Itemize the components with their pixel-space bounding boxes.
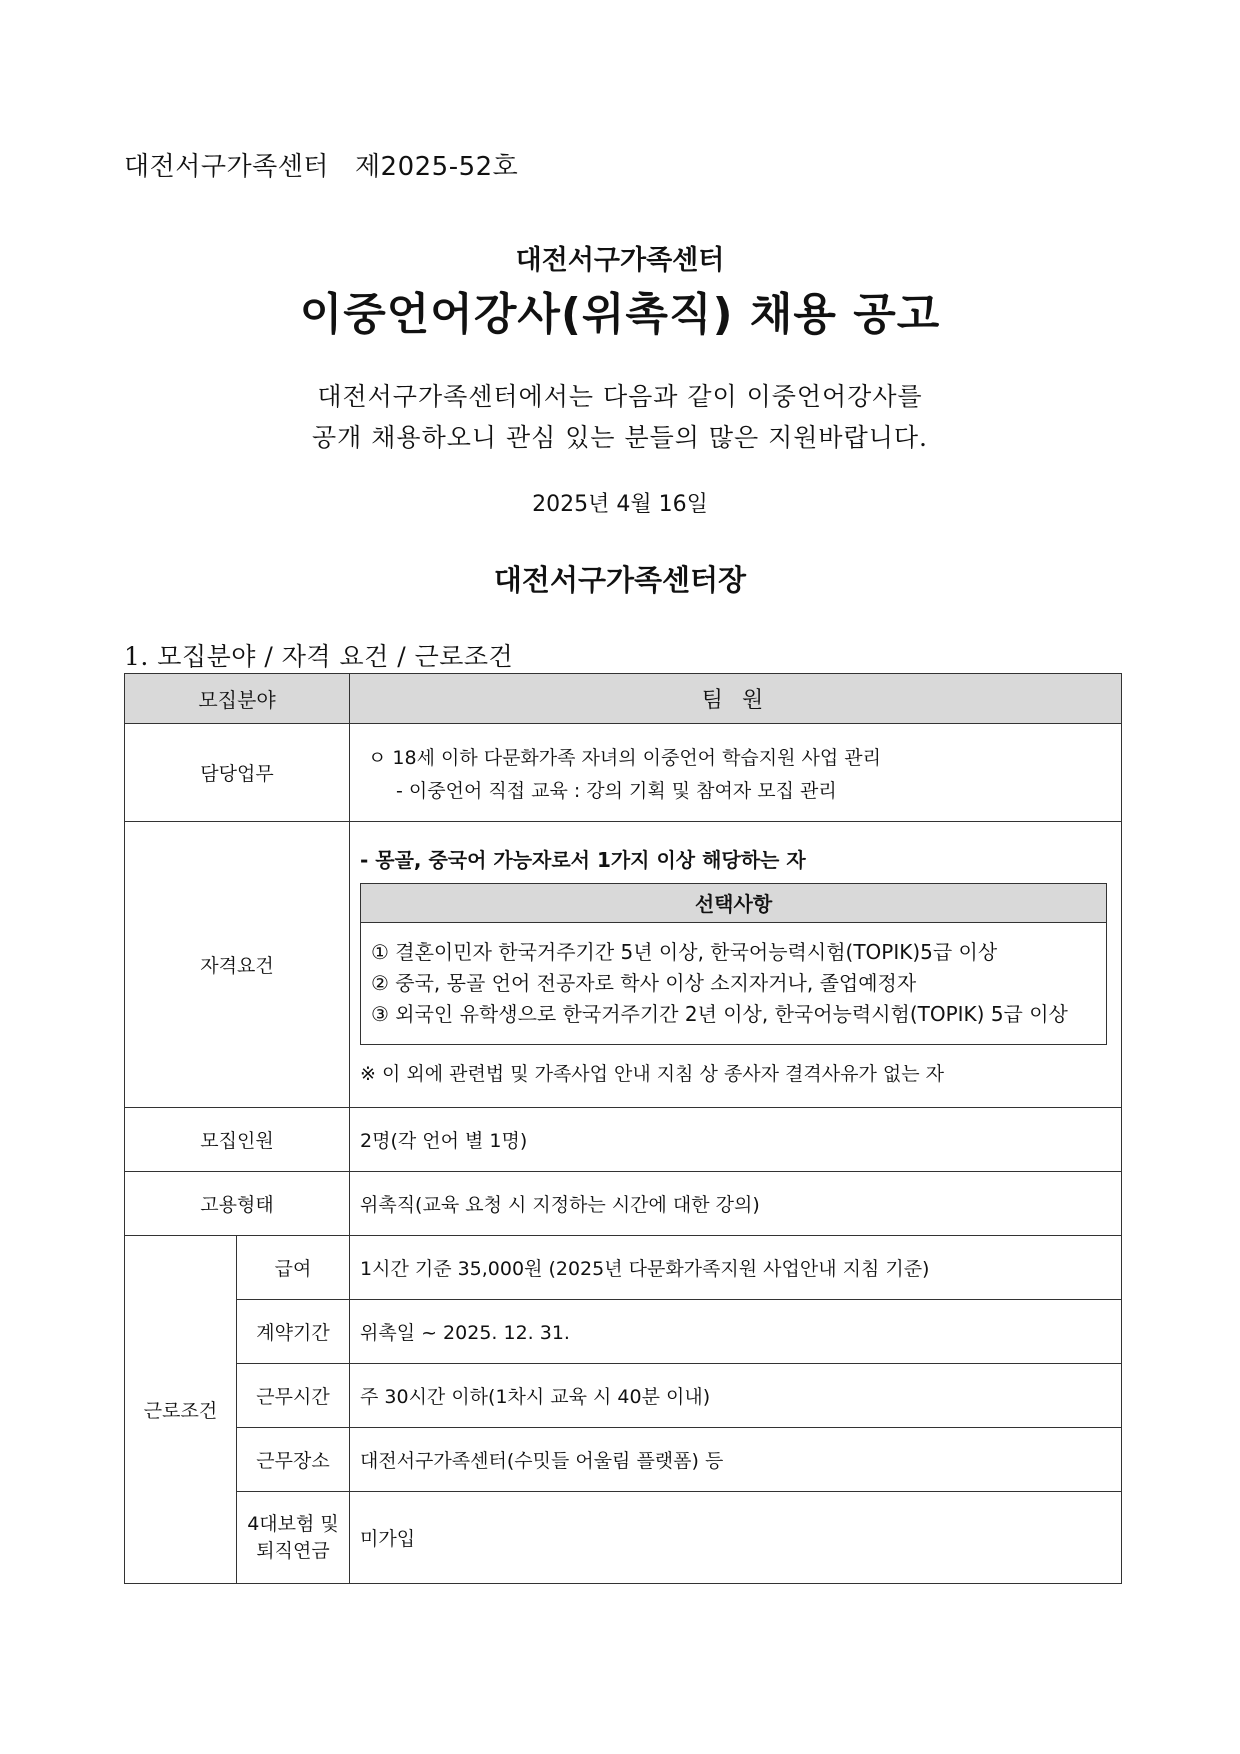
qualification-label: 자격요건 [125, 822, 350, 1108]
insurance-label-line-2: 퇴직연금 [256, 1539, 330, 1562]
recruits-value: 2명(각 언어 별 1명) [350, 1108, 1122, 1172]
conditions-label: 근로조건 [125, 1236, 237, 1584]
insurance-value: 미가입 [350, 1492, 1122, 1584]
salary-value: 1시간 기준 35,000원 (2025년 다문화가족지원 사업안내 지침 기준) [350, 1236, 1122, 1300]
document-number [124, 146, 518, 183]
insurance-label [237, 1492, 350, 1584]
duty-value [350, 724, 1122, 822]
work-hours-label: 근무시간 [237, 1364, 350, 1428]
intro-paragraph [0, 376, 1240, 458]
issuer-name: 대전서구가족센터장 [493, 563, 747, 597]
duty-line-2: - 이중언어 직접 교육 : 강의 기획 및 참여자 모집 관리 [396, 779, 837, 802]
duty-label: 담당업무 [125, 724, 350, 822]
page-title: 이중언어강사(위촉직) 채용 공고 [299, 289, 941, 340]
announcement-date: 2025년 4월 16일 [532, 492, 708, 517]
recruits-label: 모집인원 [125, 1108, 350, 1172]
section-1-title: 1. 모집분야 / 자격 요건 / 근로조건 [124, 642, 514, 671]
options-box [360, 883, 1107, 1045]
option-item: ① 결혼이민자 한국거주기간 5년 이상, 한국어능력시험(TOPIK)5급 이상 [371, 939, 998, 964]
contract-period-value: 위촉일 ~ 2025. 12. 31. [350, 1300, 1122, 1364]
insurance-label-line-1: 4대보험 및 [247, 1512, 339, 1535]
duty-line-1: ㅇ 18세 이하 다문화가족 자녀의 이중언어 학습지원 사업 관리 [368, 746, 881, 769]
qualification-lead: - 몽골, 중국어 가능자로서 1가지 이상 해당하는 자 [360, 847, 806, 872]
contract-period-label: 계약기간 [237, 1300, 350, 1364]
options-list [361, 922, 1107, 1044]
intro-line-2: 공개 채용하오니 관심 있는 분들의 많은 지원바랍니다. [312, 423, 928, 452]
options-title: 선택사항 [361, 883, 1107, 922]
option-item: ③ 외국인 유학생으로 한국거주기간 2년 이상, 한국어능력시험(TOPIK) 5급 이상 [371, 1001, 1068, 1026]
workplace-value: 대전서구가족센터(수밋들 어울림 플랫폼) 등 [350, 1428, 1122, 1492]
option-item: ② 중국, 몽골 언어 전공자로 학사 이상 소지자거나, 졸업예정자 [371, 970, 917, 995]
document-number-org: 대전서구가족센터 [124, 152, 329, 182]
qualification-value [350, 822, 1122, 1108]
employment-type-value: 위촉직(교육 요청 시 지정하는 시간에 대한 강의) [350, 1172, 1122, 1236]
employment-type-label: 고용형태 [125, 1172, 350, 1236]
organization-name: 대전서구가족센터 [515, 245, 725, 276]
workplace-label: 근무장소 [237, 1428, 350, 1492]
work-hours-value: 주 30시간 이하(1차시 교육 시 40분 이내) [350, 1364, 1122, 1428]
document-number-value: 제2025-52호 [354, 152, 519, 182]
header-field-value: 팀 원 [350, 674, 1122, 724]
intro-line-1: 대전서구가족센터에서는 다음과 같이 이중언어강사를 [317, 382, 923, 411]
header-field-label: 모집분야 [125, 674, 350, 724]
recruitment-table [124, 673, 1122, 1584]
qualification-note: ※ 이 외에 관련법 및 가족사업 안내 지침 상 종사자 결격사유가 없는 자 [360, 1062, 944, 1085]
salary-label: 급여 [237, 1236, 350, 1300]
